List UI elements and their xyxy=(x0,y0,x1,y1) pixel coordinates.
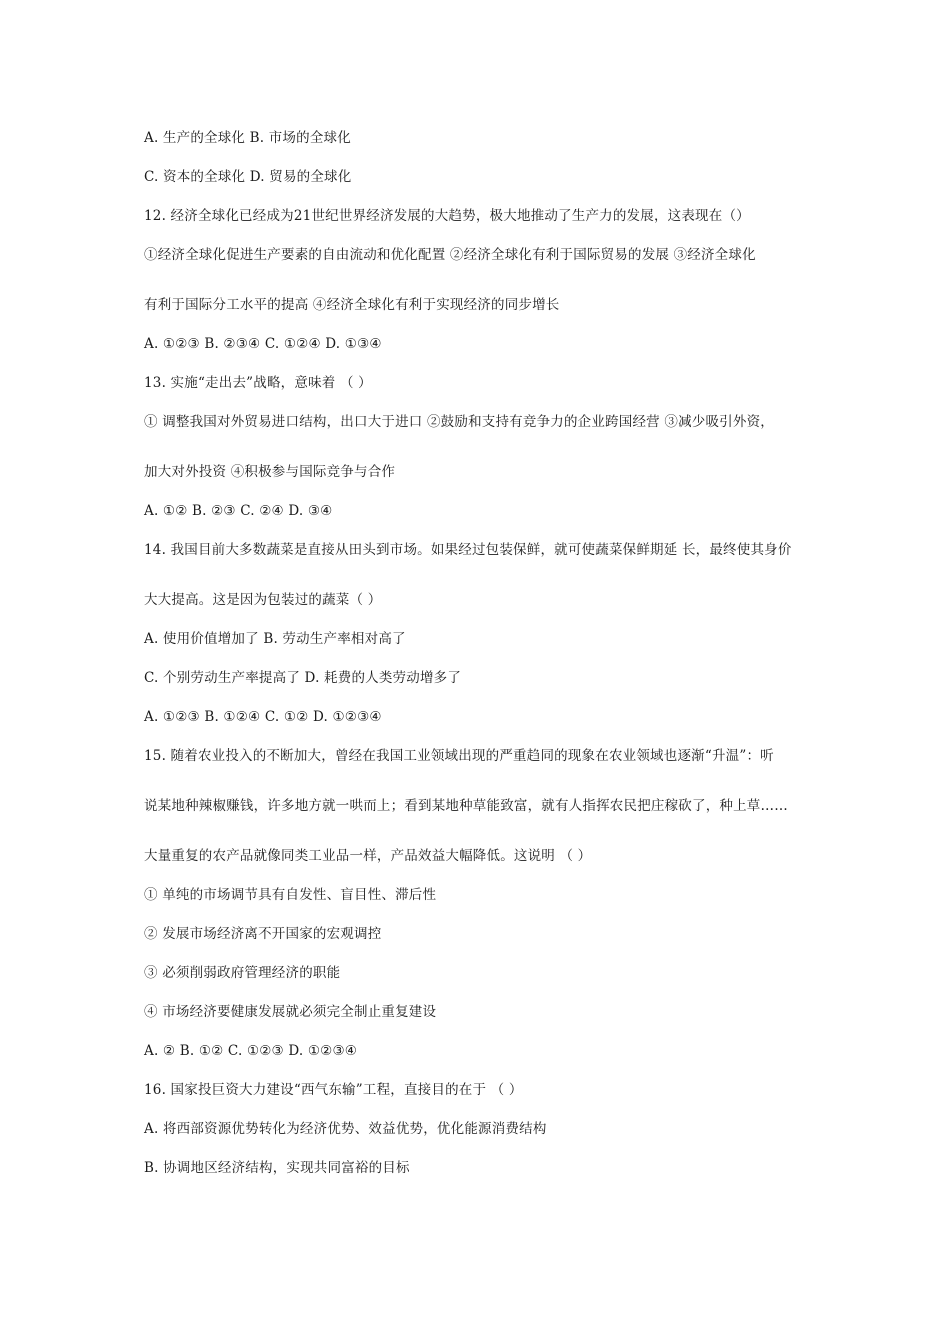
q15-options: A. ② B. ①② C. ①②③ D. ①②③④ xyxy=(144,1043,358,1059)
q12-statements-line1: ①经济全球化促进生产要素的自由流动和优化配置 ②经济全球化有利于国际贸易的发展 ③经济全球化 xyxy=(144,247,756,263)
q15-statement-1: ① 单纯的市场调节具有自发性、盲目性、滞后性 xyxy=(144,887,437,903)
q15-stem-line3: 大量重复的农产品就像同类工业品一样，产品效益大幅降低。这说明 （ ） xyxy=(144,848,592,864)
q15-statement-2: ② 发展市场经济离不开国家的宏观调控 xyxy=(144,926,382,942)
q11-options-cd: C. 资本的全球化 D. 贸易的全球化 xyxy=(144,169,352,185)
q15-stem-line2: 说某地种辣椒赚钱，许多地方就一哄而上；看到某地种草能致富，就有人指挥农民把庄稼砍了，种上草…… xyxy=(144,798,788,814)
q12-options: A. ①②③ B. ②③④ C. ①②④ D. ①③④ xyxy=(144,336,382,352)
q15-stem-line1: 15. 随着农业投入的不断加大，曾经在我国工业领域出现的严重趋同的现象在农业领域也逐渐“升温”：听 xyxy=(144,748,774,764)
q14-stem-line1: 14. 我国目前大多数蔬菜是直接从田头到市场。如果经过包装保鲜，就可使蔬菜保鲜期延 长，最终使其身价 xyxy=(144,542,792,558)
q15-statement-4: ④ 市场经济要健康发展就必须完全制止重复建设 xyxy=(144,1004,437,1020)
q14-combined-options: A. ①②③ B. ①②④ C. ①② D. ①②③④ xyxy=(144,709,382,725)
q14-stem-line2: 大大提高。这是因为包装过的蔬菜（ ） xyxy=(144,592,382,608)
q16-stem: 16. 国家投巨资大力建设“西气东输”工程，直接目的在于 （ ） xyxy=(144,1082,523,1098)
q13-stem: 13. 实施“走出去”战略，意味着 （ ） xyxy=(144,375,372,391)
q14-options-ab: A. 使用价值增加了 B. 劳动生产率相对高了 xyxy=(144,631,406,647)
q12-statements-line2: 有利于国际分工水平的提高 ④经济全球化有利于实现经济的同步增长 xyxy=(144,297,560,313)
q16-option-b: B. 协调地区经济结构，实现共同富裕的目标 xyxy=(144,1160,410,1176)
q13-statements-line2: 加大对外投资 ④积极参与国际竞争与合作 xyxy=(144,464,396,480)
q13-statements-line1: ① 调整我国对外贸易进口结构，出口大于进口 ②鼓励和支持有竞争力的企业跨国经营 ③减少吸引外资， xyxy=(144,414,774,430)
q15-statement-3: ③ 必须削弱政府管理经济的职能 xyxy=(144,965,341,981)
q11-options-ab: A. 生产的全球化 B. 市场的全球化 xyxy=(144,130,351,146)
q13-options: A. ①② B. ②③ C. ②④ D. ③④ xyxy=(144,503,333,519)
q14-options-cd: C. 个别劳动生产率提高了 D. 耗费的人类劳动增多了 xyxy=(144,670,462,686)
q12-stem: 12. 经济全球化已经成为21世纪世界经济发展的大趋势，极大地推动了生产力的发展，这表现在（） xyxy=(144,208,750,224)
q16-option-a: A. 将西部资源优势转化为经济优势、效益优势，优化能源消费结构 xyxy=(144,1121,547,1137)
